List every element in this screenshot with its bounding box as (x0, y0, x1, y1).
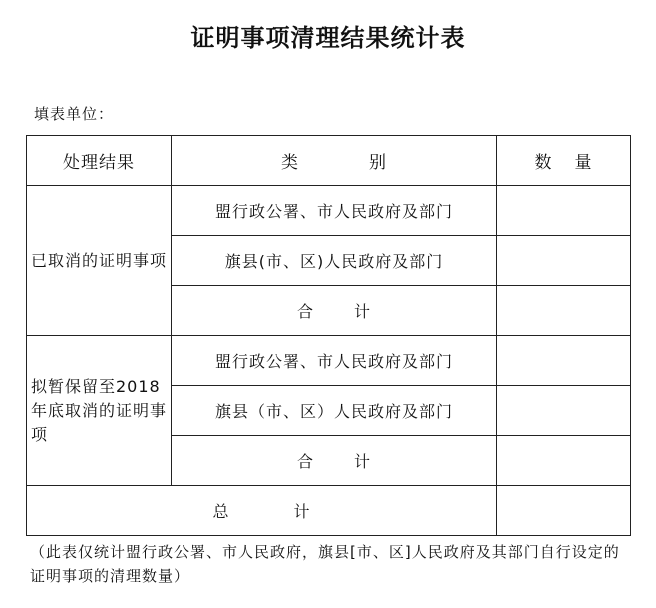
header-quantity-char-1: 数 (534, 153, 553, 173)
header-type (172, 136, 497, 186)
quantity-cell[interactable] (497, 336, 631, 386)
header-quantity-char-2: 量 (574, 153, 593, 173)
type-cell: 旗县（市、区）人民政府及部门 (172, 386, 497, 436)
grand-total-label (27, 486, 497, 536)
group-label-retained: 拟暂保留至2018年底取消的证明事项 (27, 336, 172, 486)
subtotal-quantity-cell[interactable] (497, 286, 631, 336)
page-title: 证明事项清理结果统计表 (190, 24, 466, 52)
quantity-cell[interactable] (497, 386, 631, 436)
quantity-cell[interactable] (497, 236, 631, 286)
type-cell: 旗县(市、区)人民政府及部门 (172, 236, 497, 286)
group-label-cancelled: 已取消的证明事项 (27, 186, 172, 336)
subtotal-label (172, 286, 497, 336)
subtotal-char-1: 合 (296, 302, 314, 321)
subtotal-quantity-cell[interactable] (497, 436, 631, 486)
header-type-char-1: 类 (281, 153, 299, 173)
type-cell: 盟行政公署、市人民政府及部门 (172, 336, 497, 386)
subtotal-char-2: 计 (354, 302, 372, 321)
quantity-cell[interactable] (497, 186, 631, 236)
type-cell: 盟行政公署、市人民政府及部门 (172, 186, 497, 236)
table-row (27, 186, 631, 236)
subtotal-char-2: 计 (354, 452, 372, 471)
grand-total-row (27, 486, 631, 536)
header-result: 处理结果 (27, 136, 172, 186)
subtotal-char-1: 合 (296, 452, 314, 471)
header-quantity (497, 136, 631, 186)
statistics-table (26, 135, 631, 536)
fill-unit-label: 填表单位： (34, 105, 115, 123)
subtotal-label (172, 436, 497, 486)
grand-total-char-1: 总 (212, 502, 230, 521)
table-header-row (27, 136, 631, 186)
table-footnote: （此表仅统计盟行政公署、市人民政府，旗县[市、区]人民政府及其部门自行设定的证明事项的清理数量） (30, 543, 620, 585)
grand-total-char-2: 计 (293, 502, 311, 521)
grand-total-quantity-cell[interactable] (497, 486, 631, 536)
table-row (27, 336, 631, 386)
header-type-char-2: 别 (369, 153, 387, 173)
